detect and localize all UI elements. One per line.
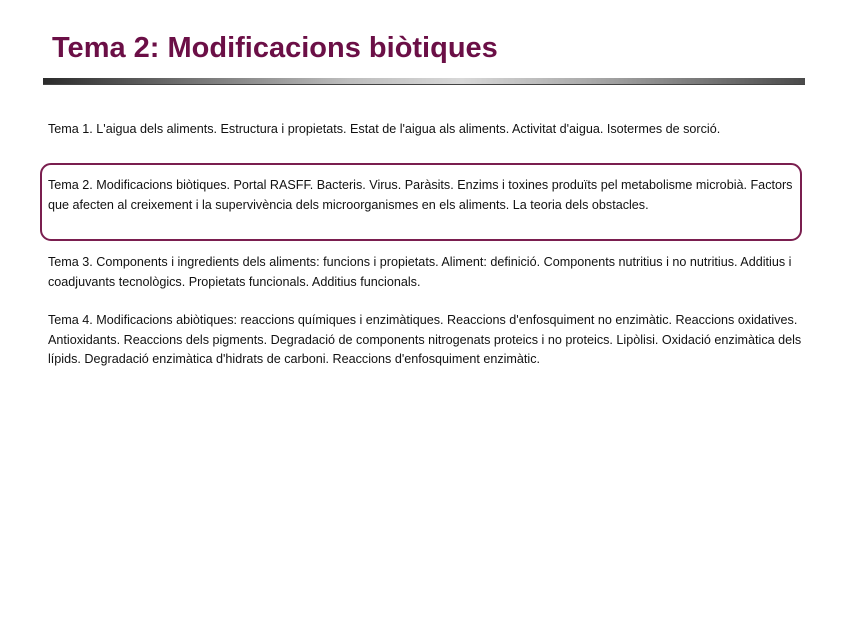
topic-1-description: Tema 1. L'aigua dels aliments. Estructura i propietats. Estat de l'aigua als aliments. Activitat d'aigua. Isotermes de sorció.	[48, 122, 721, 136]
topic-4-description: Tema 4. Modificacions abiòtiques: reaccions químiques i enzimàtiques. Reaccions d'enfosquiment no enzimàtic. Reaccions oxidatives. Antioxidants. Reaccions dels pigments. Degradació de components nitrogenats proteics i no proteics. Lipòlisi. Oxidació enzimàtica dels lípids. Degradació enzimàtica d'hidrats de carboni. Reaccions d'enfosquiment enzimàtic.	[48, 313, 802, 366]
slide-title: Tema 2: Modificacions biòtiques	[52, 32, 498, 64]
title-divider	[43, 78, 805, 84]
topic-3-description: Tema 3. Components i ingredients dels aliments: funcions i propietats. Aliment: definició. Components nutritius i no nutritius. Additius i coadjuvants tecnològics. Propietats funcionals. Additius funcionals.	[48, 255, 792, 289]
topic-2-description: Tema 2. Modificacions biòtiques. Portal RASFF. Bacteris. Virus. Paràsits. Enzims i toxines produïts pel metabolisme microbià. Factors que afecten al creixement i la supervivència dels microorganismes en els aliments. La teoria dels obstacles.	[48, 178, 793, 212]
